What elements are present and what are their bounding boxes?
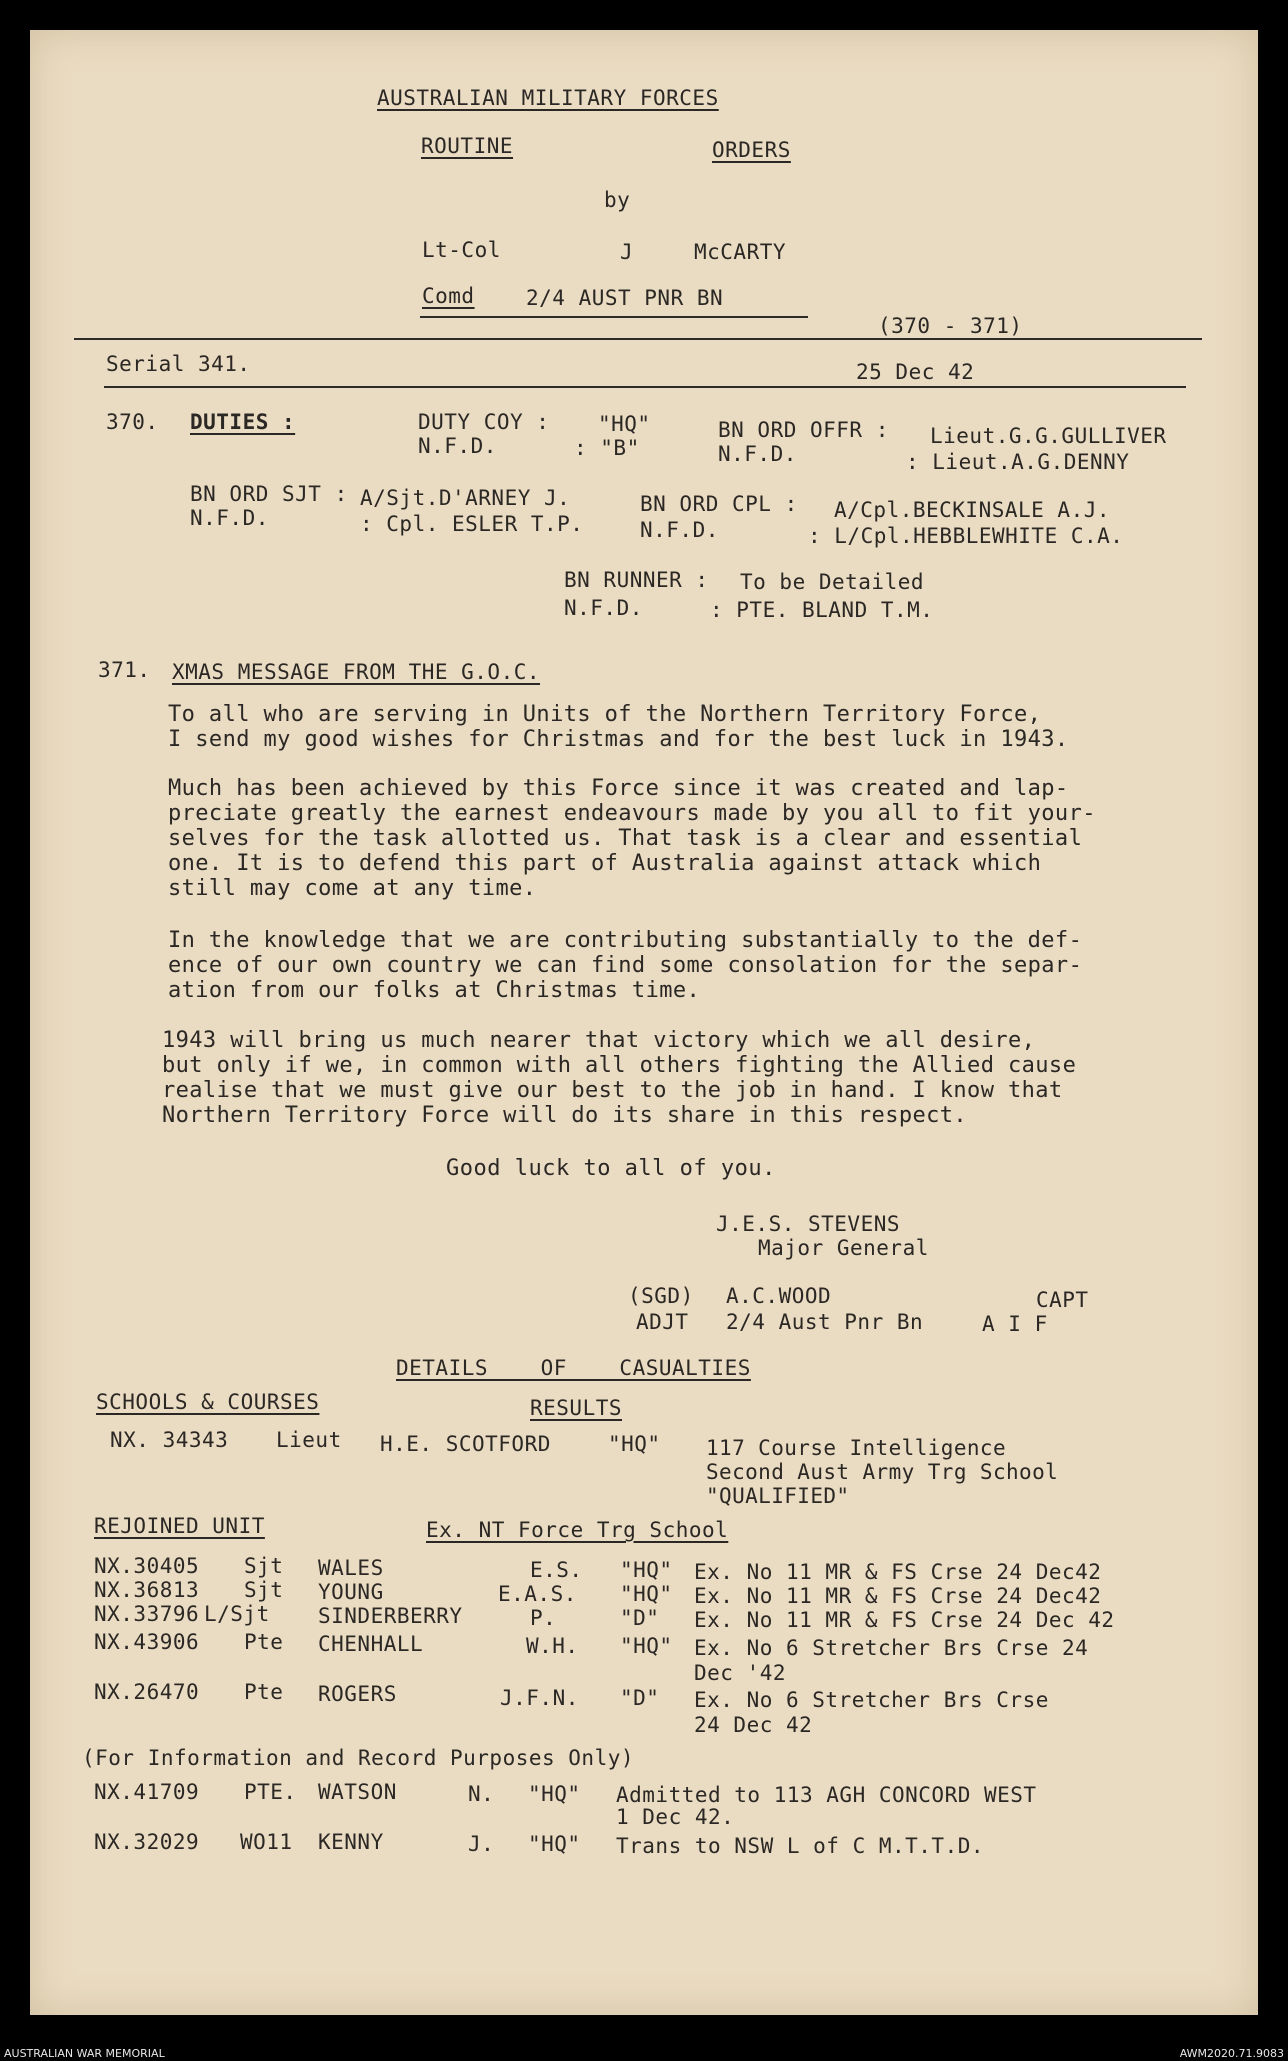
duty-coy-label: DUTY COY : (418, 410, 550, 434)
cpl-nfd-value: : L/Cpl.HEBBLEWHITE C.A. (808, 524, 1124, 548)
row-detail: Ex. No 11 MR & FS Crse 24 Dec42 (694, 1584, 1102, 1608)
adjutant-unit: 2/4 Aust Pnr Bn (726, 1310, 924, 1334)
row-rank: Pte (244, 1680, 284, 1704)
row-initials: W.H. (526, 1634, 579, 1658)
bn-ord-sjt-value: A/Sjt.D'ARNEY J. (360, 486, 571, 510)
row-initials: J. (468, 1832, 495, 1856)
row-number: NX.33796 (94, 1602, 200, 1626)
serial-rule (104, 386, 1186, 388)
row-coy: "HQ" (528, 1782, 581, 1806)
row-initials: J.F.N. (500, 1686, 579, 1710)
message-number: 371. (98, 658, 151, 682)
footer-accession-number: AWM2020.71.9083 (1179, 2047, 1284, 2060)
duty-nfd-value: : "B" (574, 436, 640, 460)
routine-label: ROUTINE (421, 134, 514, 158)
sgd-label: (SGD) (628, 1284, 694, 1308)
row-detail: Ex. No 6 Stretcher Brs Crse 24 Dec 42 (694, 1688, 1049, 1737)
bn-ord-sjt-label: BN ORD SJT : (190, 482, 348, 506)
message-paragraph-4: 1943 will bring us much nearer that victory which we all desire, but only if we, in common with all others fighting the Allied cause realise that we must give our best to the job in hand. I know that Northern Territory Force will do its share in this respect. (162, 1028, 1077, 1128)
rejoined-heading: REJOINED UNIT (94, 1514, 265, 1538)
row-name: YOUNG (318, 1580, 384, 1604)
duty-coy-value: "HQ" (598, 412, 651, 436)
school-rank: Lieut (276, 1428, 342, 1452)
offr-nfd-value: : Lieut.A.G.DENNY (906, 450, 1130, 474)
row-rank: Sjt (244, 1578, 284, 1602)
serial-number: Serial 341. (106, 352, 251, 376)
runner-nfd-label: N.F.D. (564, 596, 643, 620)
unit-underline (420, 316, 808, 318)
school-result: 117 Course Intelligence Second Aust Army Trg School "QUALIFIED" (706, 1436, 1059, 1508)
unit-label: 2/4 AUST PNR BN (526, 286, 724, 310)
bn-ord-offr-label: BN ORD OFFR : (718, 418, 889, 442)
bn-runner-label: BN RUNNER : (564, 568, 709, 592)
row-coy: "D" (620, 1686, 660, 1710)
row-number: NX.30405 (94, 1554, 200, 1578)
row-detail: Trans to NSW L of C M.T.T.D. (616, 1834, 985, 1858)
aif-label: A I F (982, 1312, 1048, 1336)
row-number: NX.43906 (94, 1630, 200, 1654)
row-name: CHENHALL (318, 1632, 424, 1656)
row-coy: "HQ" (528, 1832, 581, 1856)
row-coy: "D" (620, 1606, 660, 1630)
row-rank: PTE. (244, 1780, 297, 1804)
order-range: (370 - 371) (878, 314, 1023, 338)
runner-nfd-value: : PTE. BLAND T.M. (710, 598, 934, 622)
row-detail: Ex. No 11 MR & FS Crse 24 Dec42 (694, 1560, 1102, 1584)
row-name: WATSON (318, 1780, 397, 1804)
row-name: KENNY (318, 1830, 384, 1854)
row-rank: L/Sjt (204, 1602, 270, 1626)
duties-number: 370. (106, 410, 159, 434)
casualties-heading: DETAILS OF CASUALTIES (396, 1356, 751, 1380)
message-heading: XMAS MESSAGE FROM THE G.O.C. (172, 660, 541, 684)
info-heading: (For Information and Record Purposes Only) (82, 1746, 635, 1770)
commander-initial: J (620, 240, 634, 264)
document-page (30, 30, 1258, 2015)
row-initials: N. (468, 1782, 495, 1806)
schools-heading: SCHOOLS & COURSES (96, 1390, 320, 1414)
message-paragraph-3: In the knowledge that we are contributing substantially to the def- ence of our own country we can find some consolation for the separ- ation from our folks at Christmas time. (168, 928, 1083, 1003)
duties-heading: DUTIES : (190, 410, 296, 434)
message-closing: Good luck to all of you. (446, 1156, 776, 1181)
rejoined-subheading: Ex. NT Force Trg School (426, 1518, 729, 1542)
adjutant-name: A.C.WOOD (726, 1284, 832, 1308)
school-name: H.E. SCOTFORD (380, 1432, 551, 1456)
commander-surname: McCARTY (694, 240, 787, 264)
message-signer: J.E.S. STEVENS (716, 1212, 901, 1236)
row-number: NX.41709 (94, 1780, 200, 1804)
row-name: SINDERBERRY (318, 1604, 463, 1628)
bn-ord-offr-value: Lieut.G.G.GULLIVER (930, 424, 1167, 448)
row-detail: Admitted to 113 AGH CONCORD WEST 1 Dec 42. (616, 1783, 1037, 1829)
results-heading: RESULTS (530, 1396, 623, 1420)
school-number: NX. 34343 (110, 1428, 229, 1452)
row-detail: Ex. No 11 MR & FS Crse 24 Dec 42 (694, 1608, 1115, 1632)
bn-runner-value: To be Detailed (740, 570, 925, 594)
row-detail: Ex. No 6 Stretcher Brs Crse 24 Dec '42 (694, 1636, 1089, 1685)
row-coy: "HQ" (620, 1558, 673, 1582)
row-rank: Pte (244, 1630, 284, 1654)
duty-nfd-label: N.F.D. (418, 434, 497, 458)
document-title: AUSTRALIAN MILITARY FORCES (377, 86, 719, 110)
row-initials: E.A.S. (498, 1582, 577, 1606)
row-number: NX.26470 (94, 1680, 200, 1704)
bn-ord-cpl-label: BN ORD CPL : (640, 492, 798, 516)
school-coy: "HQ" (608, 1432, 661, 1456)
cpl-nfd-label: N.F.D. (640, 518, 719, 542)
row-number: NX.32029 (94, 1830, 200, 1854)
header-rule (74, 338, 1202, 340)
row-coy: "HQ" (620, 1634, 673, 1658)
bn-ord-cpl-value: A/Cpl.BECKINSALE A.J. (834, 498, 1111, 522)
message-paragraph-1: To all who are serving in Units of the Northern Territory Force, I send my good wishes for Christmas and for the best luck in 1943. (168, 702, 1069, 752)
row-number: NX.36813 (94, 1578, 200, 1602)
row-rank: WO11 (240, 1830, 293, 1854)
row-name: ROGERS (318, 1682, 397, 1706)
sjt-nfd-value: : Cpl. ESLER T.P. (360, 512, 584, 536)
footer-archive-name: AUSTRALIAN WAR MEMORIAL (4, 2047, 165, 2060)
row-name: WALES (318, 1556, 384, 1580)
commander-rank: Lt-Col (422, 238, 501, 262)
row-initials: E.S. (530, 1558, 583, 1582)
row-initials: P. (530, 1606, 557, 1630)
comd-label: Comd (422, 284, 475, 308)
adjt-label: ADJT (636, 1310, 689, 1334)
sjt-nfd-label: N.F.D. (190, 506, 269, 530)
message-signer-rank: Major General (758, 1236, 929, 1260)
by-label: by (604, 188, 631, 212)
orders-label: ORDERS (712, 138, 791, 162)
row-rank: Sjt (244, 1554, 284, 1578)
offr-nfd-label: N.F.D. (718, 442, 797, 466)
order-date: 25 Dec 42 (856, 360, 975, 384)
adjutant-rank: CAPT (1036, 1288, 1089, 1312)
row-coy: "HQ" (620, 1582, 673, 1606)
message-paragraph-2: Much has been achieved by this Force since it was created and lap- preciate greatly the earnest endeavours made by you all to fit your- selves for the task allotted us. That task is a clear and essential one. It is to defend this part of Australia against attack which still may come at any time. (168, 776, 1096, 901)
